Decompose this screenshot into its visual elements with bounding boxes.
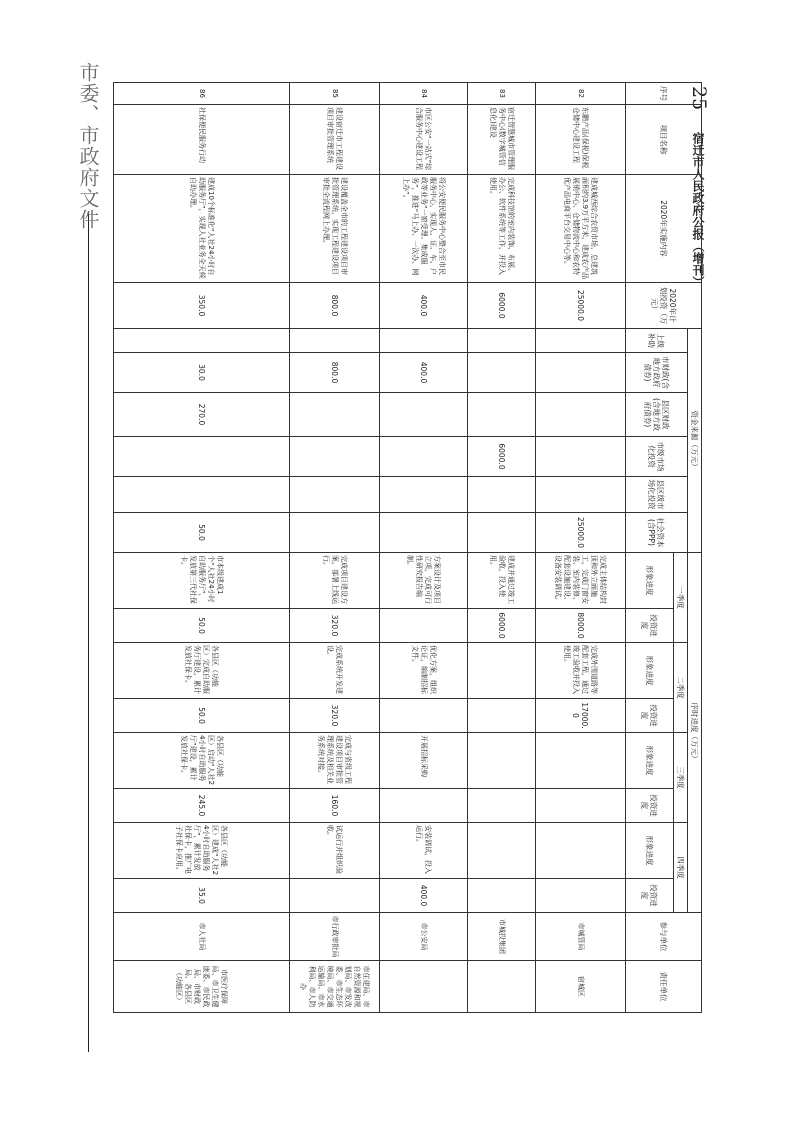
row-county-finance bbox=[290, 393, 380, 437]
row-county-finance: 270.0 bbox=[114, 393, 290, 437]
header-q2-investment: 投资进度 bbox=[626, 699, 674, 733]
table-row bbox=[380, 83, 468, 1013]
row-q3-progress: 开展招标采购 bbox=[380, 733, 468, 789]
row-cooperating-unit: 市公安局 bbox=[380, 913, 468, 961]
row-content: 完成科技馆的室内装饰、布展、办公、软件系统等工作，并投入使用。 bbox=[468, 175, 536, 283]
row-q2-progress: 各县区（功能区）完成自助服务厅建设，累计发放社保卡。 bbox=[114, 643, 290, 699]
row-social-capital bbox=[468, 513, 536, 553]
row-q4-progress bbox=[468, 823, 536, 879]
row-project-name: 建设宿迁市工程建设项目审批管理系统 bbox=[290, 105, 380, 175]
sidebar-title: 市委、市政府文件 bbox=[76, 62, 100, 230]
header-q4-investment: 投资进度 bbox=[626, 879, 674, 913]
header-q4-progress: 形象进度 bbox=[626, 823, 674, 879]
row-social-capital bbox=[380, 513, 468, 553]
row-q1-progress: 方案设计及项目立项，完成可行性研究报告编制。 bbox=[380, 553, 468, 609]
row-q1-investment: 8000.0 bbox=[536, 609, 626, 643]
row-responsible-unit: 市医疗保障局、市卫生健康委、市民政局、市财政局、各县区（功能区） bbox=[114, 961, 290, 1013]
row-county-finance bbox=[468, 393, 536, 437]
row-upper-subsidy bbox=[536, 329, 626, 353]
header-schedule: 序时进度（万元） bbox=[688, 553, 702, 913]
header-funding-source: 资金来源（万元） bbox=[688, 329, 702, 553]
header-index: 序号 bbox=[626, 83, 702, 105]
row-q4-investment bbox=[536, 879, 626, 913]
row-cooperating-unit: 市城投集团 bbox=[468, 913, 536, 961]
row-county-market bbox=[536, 477, 626, 513]
row-city-finance bbox=[468, 353, 536, 393]
row-city-market: 6000.0 bbox=[468, 437, 536, 477]
row-q2-progress: 完成系统开发建设。 bbox=[290, 643, 380, 699]
row-q2-investment: 50.0 bbox=[114, 699, 290, 733]
row-upper-subsidy bbox=[290, 329, 380, 353]
row-q3-progress: 各县区（功能区）启动“人社24小时自助服务厅”建设，累计发放社保卡。 bbox=[114, 733, 290, 789]
row-planned-investment: 800.0 bbox=[290, 283, 380, 329]
header-q3-progress: 形象进度 bbox=[626, 733, 674, 789]
row-q3-investment: 245.0 bbox=[114, 789, 290, 823]
row-county-finance bbox=[536, 393, 626, 437]
header-planned-investment: 2020年计划投资（万元） bbox=[626, 283, 702, 329]
row-q2-progress bbox=[468, 643, 536, 699]
row-index: 84 bbox=[380, 83, 468, 105]
row-q4-progress: 安装调试，投入运行。 bbox=[380, 823, 468, 879]
row-q1-progress: 完成主体结构封顶和外立面施工，完成门窗安装、室内装修、配套设施建设、设备安装调试。 bbox=[536, 553, 626, 609]
row-city-market bbox=[536, 437, 626, 477]
row-city-finance: 30.0 bbox=[114, 353, 290, 393]
row-q3-investment bbox=[380, 789, 468, 823]
header-q4: 四季度 bbox=[674, 823, 688, 913]
row-q4-progress bbox=[536, 823, 626, 879]
row-q4-progress: 试运行并组织验收。 bbox=[290, 823, 380, 879]
publication-footer: 宿迁市人民政府公报（增刊） bbox=[691, 132, 705, 288]
row-q4-investment: 400.0 bbox=[380, 879, 468, 913]
row-index: 82 bbox=[536, 83, 626, 105]
header-city-finance: 市财政(含地方政府债券) bbox=[626, 353, 688, 393]
row-content: 建成城西综合农贸市场，总建筑面积约3.9万平方米，建成农产品展销中心、仓储物流中心和农特优产品电商平台交易中心等。 bbox=[536, 175, 626, 283]
row-planned-investment: 350.0 bbox=[114, 283, 290, 329]
row-content: 将公安便民服务中心整合至市民服务中心，实现人、证、车、户政等业务“一窗受理、集成服务”，推进“马上办、一次办、网上办”。 bbox=[380, 175, 468, 283]
row-county-finance bbox=[380, 393, 468, 437]
row-q1-investment bbox=[380, 609, 468, 643]
row-q1-progress: 完成项目建设方案，部署上线运行。 bbox=[290, 553, 380, 609]
row-planned-investment: 6000.0 bbox=[468, 283, 536, 329]
header-content: 2020年实施内容 bbox=[626, 175, 702, 283]
row-city-finance: 400.0 bbox=[380, 353, 468, 393]
row-social-capital: 25000.0 bbox=[536, 513, 626, 553]
row-city-finance bbox=[536, 353, 626, 393]
row-county-market bbox=[380, 477, 468, 513]
row-county-market bbox=[290, 477, 380, 513]
row-responsible-unit bbox=[468, 961, 536, 1013]
row-city-finance: 800.0 bbox=[290, 353, 380, 393]
row-q2-investment: 320.0 bbox=[290, 699, 380, 733]
header-project-name: 项目名称 bbox=[626, 105, 702, 175]
header-county-finance: 县区财政(含地方政府债券) bbox=[626, 393, 688, 437]
row-index: 85 bbox=[290, 83, 380, 105]
row-q3-progress: 完成与省级工程建设项目审批管理系统及相关业务系统对接。 bbox=[290, 733, 380, 789]
row-q1-investment: 6000.0 bbox=[468, 609, 536, 643]
row-city-market bbox=[290, 437, 380, 477]
row-q4-investment bbox=[468, 879, 536, 913]
row-q4-investment: 35.0 bbox=[114, 879, 290, 913]
row-q2-investment bbox=[380, 699, 468, 733]
row-q2-investment: 17000.0 bbox=[536, 699, 626, 733]
row-q2-investment bbox=[468, 699, 536, 733]
row-index: 86 bbox=[114, 83, 290, 105]
header-q1-investment: 投资进度 bbox=[626, 609, 674, 643]
row-upper-subsidy bbox=[380, 329, 468, 353]
row-city-market bbox=[380, 437, 468, 477]
row-q2-progress: 完成外围道路等配套工程，通过竣工验收并投入使用。 bbox=[536, 643, 626, 699]
row-q3-investment bbox=[468, 789, 536, 823]
row-planned-investment: 25000.0 bbox=[536, 283, 626, 329]
header-q1-progress: 形象进度 bbox=[626, 553, 674, 609]
row-q3-progress bbox=[536, 733, 626, 789]
row-q4-progress: 各县区（功能区）建成“人社24小时自助服务厅”，累计发放社保卡，推广电子社保卡应用。 bbox=[114, 823, 290, 879]
row-index: 83 bbox=[468, 83, 536, 105]
header-upper-subsidy: 上级补助 bbox=[626, 329, 688, 353]
row-q3-progress bbox=[468, 733, 536, 789]
table-row bbox=[114, 83, 290, 1013]
row-social-capital: 50.0 bbox=[114, 513, 290, 553]
row-q3-investment: 160.0 bbox=[290, 789, 380, 823]
header-city-market: 市级市场化投资 bbox=[626, 437, 688, 477]
row-content: 建成10个标准化“人社24小时自助服务厅”，实现人社业务全天候自助办理。 bbox=[114, 175, 290, 283]
row-city-market bbox=[114, 437, 290, 477]
row-q3-investment bbox=[536, 789, 626, 823]
table-row bbox=[468, 83, 536, 1013]
row-project-name: 社保便民服务行动 bbox=[114, 105, 290, 175]
row-responsible-unit bbox=[380, 961, 468, 1013]
row-project-name: 宿迁智慧城市管理服务中心(数字城管信息化)建设 bbox=[468, 105, 536, 175]
header-q3-investment: 投资进度 bbox=[626, 789, 674, 823]
row-q1-investment: 50.0 bbox=[114, 609, 290, 643]
header-county-market: 县区级市场化投资 bbox=[626, 477, 688, 513]
project-table bbox=[113, 82, 705, 1013]
page-number: 25 bbox=[688, 86, 710, 111]
sidebar-rule bbox=[88, 212, 89, 1052]
row-q2-progress: 优化方案，组织论证，编制招标文件。 bbox=[380, 643, 468, 699]
row-project-name: 市区公安“一站式”综合服务中心建设工程 bbox=[380, 105, 468, 175]
row-responsible-unit: 宿城区 bbox=[536, 961, 626, 1013]
row-social-capital bbox=[290, 513, 380, 553]
header-social-capital: 社会资本(含PPP) bbox=[626, 513, 688, 553]
row-responsible-unit: 市住建局、市自然资源和规划局、市发改委、市生态环境局、市交通运输局、市水利局、市人防办 bbox=[290, 961, 380, 1013]
row-project-name: 东鹏产品(保税)保税仓储中心建设工程 bbox=[536, 105, 626, 175]
row-upper-subsidy bbox=[114, 329, 290, 353]
row-q1-investment: 320.0 bbox=[290, 609, 380, 643]
row-q1-progress: 建成并通过竣工验收，投入使用。 bbox=[468, 553, 536, 609]
row-planned-investment: 400.0 bbox=[380, 283, 468, 329]
row-content: 建设覆盖全市的工程建设项目审批管理系统，实现工程建设项目审批全流程网上办理。 bbox=[290, 175, 380, 283]
header-q3: 三季度 bbox=[674, 733, 688, 823]
table-row bbox=[290, 83, 380, 1013]
row-q4-investment bbox=[290, 879, 380, 913]
project-table-container bbox=[114, 82, 705, 1012]
row-q1-progress: 市本级建成1个“人社24小时自助服务厅”，发放第三代社保卡。 bbox=[114, 553, 290, 609]
header-cooperating-unit: 参与单位 bbox=[626, 913, 702, 961]
row-county-market bbox=[114, 477, 290, 513]
header-q2: 二季度 bbox=[674, 643, 688, 733]
row-cooperating-unit: 市行政审批局 bbox=[290, 913, 380, 961]
row-cooperating-unit: 市城管局 bbox=[536, 913, 626, 961]
header-q2-progress: 形象进度 bbox=[626, 643, 674, 699]
row-county-market bbox=[468, 477, 536, 513]
row-upper-subsidy bbox=[468, 329, 536, 353]
header-q1: 一季度 bbox=[674, 553, 688, 643]
header-responsible-unit: 责任单位 bbox=[626, 961, 702, 1013]
row-cooperating-unit: 市人社局 bbox=[114, 913, 290, 961]
table-row bbox=[536, 83, 626, 1013]
